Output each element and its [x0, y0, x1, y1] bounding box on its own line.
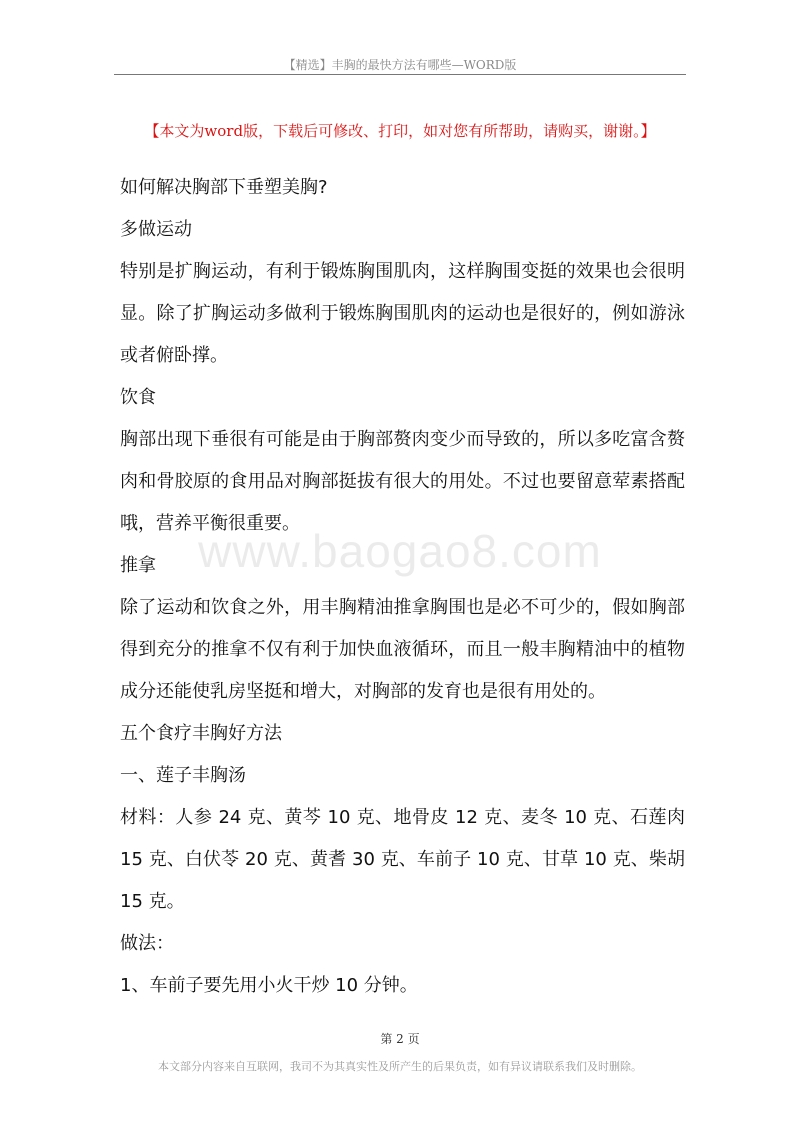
paragraph: 1、车前子要先用小火干炒 10 分钟。 — [120, 975, 418, 996]
footer-disclaimer: 本文部分内容来自互联网，我司不为其真实性及所产生的后果负责，如有异议请联系我们及时删除。 — [158, 1060, 642, 1073]
watermark: www.baogao8.com — [198, 525, 602, 577]
paragraph: 胸部出现下垂很有可能是由于胸部赘肉变少而导致的，所以多吃富含赘肉和骨胶原的食用品对胸部挺拔有很大的用处。不过也要留意荤素搭配哦，营养平衡很重要。 — [120, 429, 685, 534]
document-body — [120, 167, 685, 1007]
header-divider — [114, 74, 686, 75]
purchase-notice: 【本文为word版，下载后可修改、打印，如对您有所帮助，请购买，谢谢。】 — [144, 122, 656, 140]
header-title: 【精选】丰胸的最快方法有哪些—WORD版 — [283, 58, 517, 72]
page-number: 第 2 页 — [380, 1032, 420, 1046]
paragraph: 五个食疗丰胸好方法 — [120, 723, 282, 744]
paragraph: 如何解决胸部下垂塑美胸? — [120, 177, 328, 198]
paragraph: 除了运动和饮食之外，用丰胸精油推拿胸围也是必不可少的，假如胸部得到充分的推拿不仅有利于加快血液循环，而且一般丰胸精油中的植物成分还能使乳房坚挺和增大，对胸部的发育也是很有用处的。 — [120, 597, 685, 702]
paragraph: 多做运动 — [120, 219, 192, 240]
paragraph: 做法： — [120, 933, 174, 954]
paragraph: 饮食 — [120, 387, 156, 408]
paragraph: 特别是扩胸运动，有利于锻炼胸围肌肉，这样胸围变挺的效果也会很明显。除了扩胸运动多做利于锻炼胸围肌肉的运动也是很好的，例如游泳或者俯卧撑。 — [120, 261, 685, 366]
paragraph: 一、莲子丰胸汤 — [120, 765, 246, 786]
paragraph: 推拿 — [120, 555, 156, 576]
paragraph: 材料：人参 24 克、黄芩 10 克、地骨皮 12 克、麦冬 10 克、石莲肉 15 克、白伏苓 20 克、黄耆 30 克、车前子 10 克、甘草 10 克、柴胡 15 克。 — [120, 807, 685, 912]
